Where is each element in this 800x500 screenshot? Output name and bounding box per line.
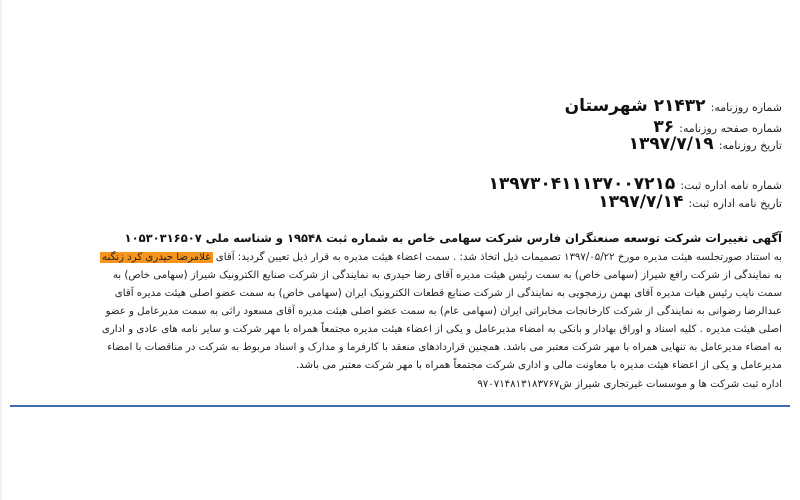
newspaper-date-label: تاریخ روزنامه: <box>718 139 782 152</box>
registry-letter-number-row <box>488 174 782 194</box>
newspaper-date-value: ۱۳۹۷/۷/۱۹ <box>628 134 714 154</box>
registry-letter-date-label: تاریخ نامه اداره ثبت: <box>688 197 782 210</box>
bottom-divider <box>10 405 790 407</box>
notice-line-2: به نمایندگی از شرکت رافع شیراز (سهامی خاص) به سمت رئیس هیئت مدیره آقای رضا حیدری به نمایندگی از شرکت صنایع الکترونیک شیراز (سهامی خاص) به <box>112 270 782 281</box>
registry-letter-number-label: شماره نامه اداره ثبت: <box>680 179 782 192</box>
footer-code: ش۹۷۰۷۱۴۸۱۳۱۸۳۷۶۷ <box>477 379 572 390</box>
newspaper-number-label: شماره روزنامه: <box>710 101 782 114</box>
registry-letter-number-value: ۱۳۹۷۳۰۴۱۱۱۳۷۰۰۷۲۱۵ <box>488 174 676 194</box>
newspaper-date-row <box>629 134 782 154</box>
registry-letter-date-value: ۱۳۹۷/۷/۱۴ <box>598 192 684 212</box>
notice-line-1-text: به استناد صورتجلسه هیئت مدیره مورخ ۱۳۹۷/۰۵/۲۲ تصمیمات ذیل اتخاذ شد: . سمت اعضاء هیئت مدیره به قرار ذیل تعیین گردید: آقای <box>215 252 782 263</box>
notice-line-3: سمت نایب رئیس هیات مدیره آقای بهمن رزمجویی به نمایندگی از شرکت صنایع قطعات الکترونیک ایران (سهامی خاص) به سمت عضو اصلی هیئت مدیره آقای <box>114 288 782 299</box>
registry-letter-date-row <box>598 192 782 212</box>
newspaper-number-row <box>565 96 782 116</box>
highlighted-name: غلامرضا حیدری کرد زنگنه <box>102 252 211 263</box>
notice-line-5: اصلی هیئت مدیره . کلیه اسناد و اوراق بهادار و بانکی به امضاء مدیرعامل و یکی از اعضاء هیئت مدیره مجتمعاً همراه با مهر شرکت و سایر نامه های عادی و اداری <box>101 324 782 335</box>
notice-footer <box>477 379 782 390</box>
notice-line-6: به امضاء مدیرعامل به تنهایی همراه با مهر شرکت معتبر می باشد. همچنین قراردادهای منعقد با کارفرما و مدارک و اسناد مربوط به شرکت در مناقصات با امضاء <box>107 342 782 353</box>
notice-title: آگهی تغییرات شرکت توسعه صنعتگران فارس شرکت سهامی خاص به شماره ثبت ۱۹۵۴۸ و شناسه ملی ۱۰۵۳۰۳۱۶۵۰۷ <box>124 231 782 245</box>
page-number-label: شماره صفحه روزنامه: <box>679 122 782 135</box>
notice-line-4: عبدالرضا رضوانی به نمایندگی از شرکت کارخانجات مخابراتی ایران (سهامی عام) به سمت عضو اصلی هیئت مدیره آقای مسعود راثی به سمت مدیرعامل و عضو <box>105 306 782 317</box>
notice-line-1 <box>100 252 782 263</box>
footer-organization: اداره ثبت شرکت ها و موسسات غیرتجاری شیراز <box>575 379 782 390</box>
left-edge-shadow <box>0 0 2 500</box>
notice-line-7: مدیرعامل و یکی از اعضاء هیئت مدیره با معاونت مالی و اداری شرکت مجتمعاً همراه با مهر شرکت معتبر می باشد. <box>295 360 782 371</box>
newspaper-number-value: ۲۱۴۳۲ شهرستان <box>564 96 706 116</box>
page-number-value: ۳۶ <box>653 117 675 137</box>
